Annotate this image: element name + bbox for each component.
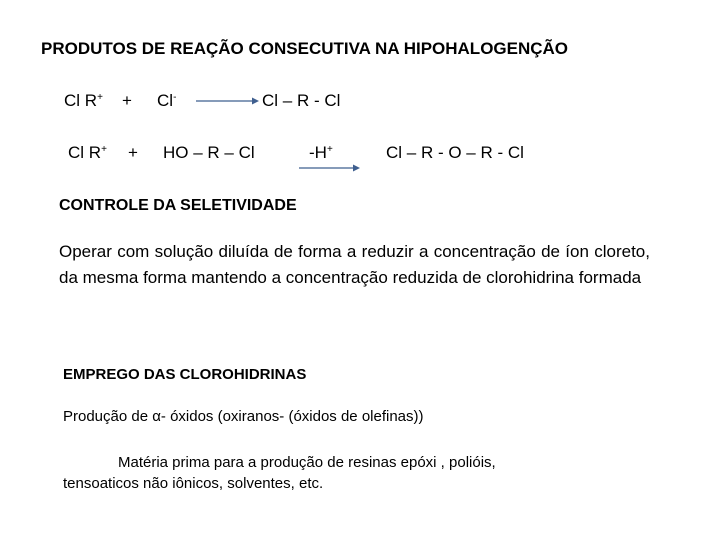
page-title: PRODUTOS DE REAÇÃO CONSECUTIVA NA HIPOHALOGENÇÃO xyxy=(41,39,569,58)
selectivity-heading: CONTROLE DA SELETIVIDADE xyxy=(59,197,297,214)
arrow-label-charge: + xyxy=(326,144,333,155)
reaction-arrow-icon xyxy=(299,163,361,173)
reactant-formula: Cl R xyxy=(68,143,102,162)
reactant-charge: + xyxy=(97,92,103,103)
uses-line-raw-material: Matéria prima para a produção de resinas epóxi , polióis, xyxy=(118,454,496,471)
uses-heading: EMPREGO DAS CLOROHIDRINAS xyxy=(63,366,307,383)
reactant-formula: Cl R xyxy=(64,91,98,110)
reactant-charge: - xyxy=(173,92,177,103)
reactant-chlorohydrin: HO – R – Cl xyxy=(163,143,255,162)
arrow-label-formula: -H xyxy=(309,143,327,162)
uses-line-oxides: Produção de α- óxidos (oxiranos- (óxidos de olefinas)) xyxy=(63,408,424,425)
reactant-formula: Cl xyxy=(157,91,174,110)
plus-sign: + xyxy=(122,91,132,110)
arrow-label-proton-loss xyxy=(309,144,333,161)
reactant-chloride-anion xyxy=(157,92,176,109)
reactant-cl-r-cation xyxy=(64,92,103,109)
plus-sign: + xyxy=(128,143,138,162)
product-dichloride: Cl – R - Cl xyxy=(262,91,341,110)
reactant-cl-r-cation xyxy=(68,144,107,161)
reaction-arrow-icon xyxy=(196,96,260,106)
product-dichloro-ether: Cl – R - O – R - Cl xyxy=(386,143,524,162)
selectivity-paragraph: Operar com solução diluída de forma a reduzir a concentração de íon cloreto, da mesma forma mantendo a concentração reduzida de clorohidrina formada xyxy=(59,242,650,287)
uses-line-products: tensoaticos não iônicos, solventes, etc. xyxy=(63,475,324,492)
reactant-charge: + xyxy=(101,144,107,155)
